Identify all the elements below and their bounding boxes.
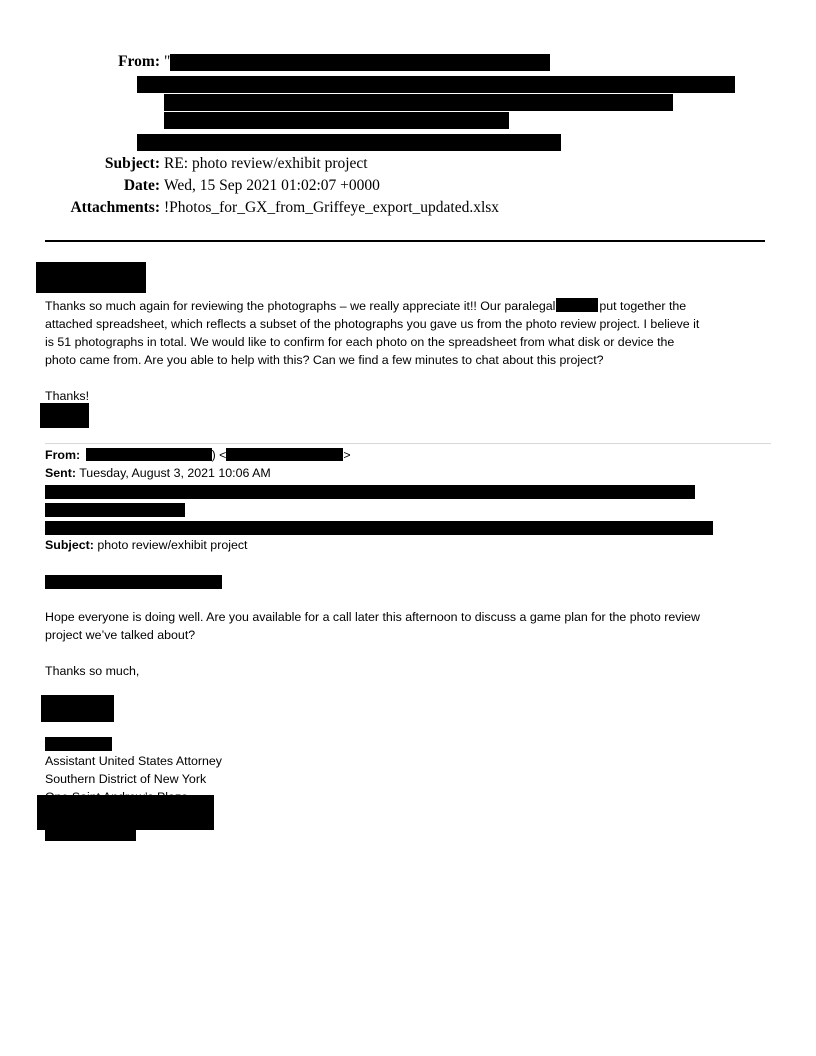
date-value: Wed, 15 Sep 2021 01:02:07 +0000 xyxy=(164,177,380,194)
redaction-box xyxy=(45,737,112,751)
redaction-box xyxy=(164,112,509,129)
quoted-sent-label: Sent: xyxy=(45,466,76,480)
subject-value: RE: photo review/exhibit project xyxy=(164,155,368,172)
attachment-filename[interactable]: !Photos_for_GX_from_Griffeye_export_updated.xlsx xyxy=(164,199,500,216)
redaction-box xyxy=(45,485,695,499)
quoted-sent-line xyxy=(45,464,271,482)
redaction-box xyxy=(36,262,146,293)
quoted-from-mid: ) < xyxy=(211,448,227,462)
quoted-subject-line xyxy=(45,536,248,554)
redaction-box xyxy=(164,94,673,111)
quoted-from-line xyxy=(45,446,351,464)
redaction-box xyxy=(45,503,185,517)
redaction-box xyxy=(226,448,343,461)
redaction-box xyxy=(137,134,561,151)
header-divider xyxy=(45,240,765,242)
quoted-divider xyxy=(45,443,771,444)
signature-office: Southern District of New York xyxy=(45,772,207,786)
reply-line-segment: put together the xyxy=(599,299,687,313)
redaction-box xyxy=(40,403,89,428)
reply-body-line: photo came from. Are you able to help with this? Can we find a few minutes to chat about this project? xyxy=(45,353,604,367)
subject-label: Subject: xyxy=(104,155,160,172)
signature-title: Assistant United States Attorney xyxy=(45,754,223,768)
quoted-body-line: Hope everyone is doing well. Are you available for a call later this afternoon to discuss a game plan for the photo review xyxy=(45,610,701,624)
quoted-subject-value: photo review/exhibit project xyxy=(97,538,248,552)
redaction-box xyxy=(86,448,212,461)
reply-body-line: is 51 photographs in total. We would like to confirm for each photo on the spreadsheet from what disk or device the xyxy=(45,335,675,349)
reply-line-segment: Thanks so much again for reviewing the photographs – we really appreciate it!! Our paralegal xyxy=(45,299,556,313)
reply-closing: Thanks! xyxy=(45,389,90,403)
redaction-box xyxy=(41,695,114,722)
quoted-body-line: project we’ve talked about? xyxy=(45,628,196,642)
quoted-closing: Thanks so much, xyxy=(45,664,140,678)
date-label: Date: xyxy=(123,177,160,194)
quoted-subject-label: Subject: xyxy=(45,538,94,552)
quoted-from-end: > xyxy=(343,448,351,462)
reply-body-line xyxy=(45,297,686,315)
attachments-label: Attachments: xyxy=(70,199,160,216)
redaction-box xyxy=(556,298,598,312)
redaction-box xyxy=(45,521,713,535)
redaction-box xyxy=(37,795,214,830)
redaction-box xyxy=(137,76,735,93)
redaction-box xyxy=(45,575,222,589)
quoted-sent-value: Tuesday, August 3, 2021 10:06 AM xyxy=(79,466,271,480)
from-label: From: xyxy=(118,53,160,70)
redaction-box xyxy=(45,828,136,841)
redaction-box xyxy=(170,54,550,71)
reply-body-line: attached spreadsheet, which reflects a subset of the photographs you gave us from the photo review project. I believe it xyxy=(45,317,700,331)
from-value-quote: " xyxy=(164,53,171,70)
quoted-from-label: From: xyxy=(45,448,81,462)
